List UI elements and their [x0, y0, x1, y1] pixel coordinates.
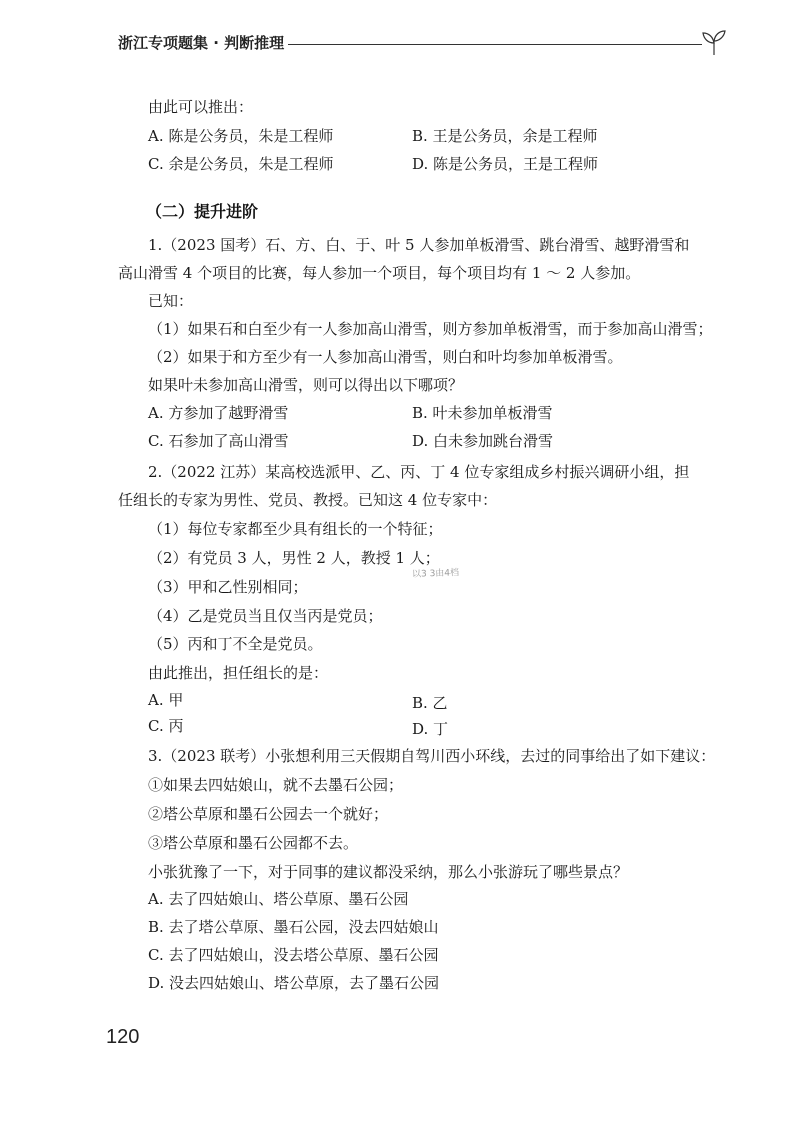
header-title: 浙江专项题集 · 判断推理 — [118, 34, 285, 52]
q2-cond1: （1）每位专家都至少具有组长的一个特征； — [148, 520, 443, 538]
q1-option-b: B. 叶未参加单板滑雪 — [412, 404, 553, 422]
q1-line1: 1.（2023 国考）石、方、白、于、叶 5 人参加单板滑雪、跳台滑雪、越野滑雪和 — [148, 236, 690, 254]
q3-statement-3: ③塔公草原和墨石公园都不去。 — [148, 834, 359, 852]
prev-question-stem: 由此可以推出： — [148, 98, 254, 116]
q2-cond2: （2）有党员 3 人，男性 2 人，教授 1 人； — [148, 549, 440, 567]
q3-option-b: B. 去了塔公草原、墨石公园，没去四姑娘山 — [148, 918, 439, 936]
q3-line1: 3.（2023 联考）小张想利用三天假期自驾川西小环线，去过的同事给出了如下建议： — [148, 747, 716, 765]
q1-cond1: （1）如果石和白至少有一人参加高山滑雪，则方参加单板滑雪，而于参加高山滑雪； — [148, 320, 713, 338]
page-number: 120 — [106, 1026, 140, 1048]
q2-option-c: C. 丙 — [148, 717, 184, 735]
prev-option-d: D. 陈是公务员，王是工程师 — [412, 155, 599, 173]
prev-option-b: B. 王是公务员，余是工程师 — [412, 127, 598, 145]
prev-option-a: A. 陈是公务员，朱是工程师 — [148, 127, 334, 145]
sprout-icon — [700, 30, 728, 56]
q2-cond5: （5）丙和丁不全是党员。 — [148, 635, 323, 653]
q1-known: 已知： — [148, 292, 194, 310]
q1-option-c: C. 石参加了高山滑雪 — [148, 432, 289, 450]
q2-line2: 任组长的专家为男性、党员、教授。已知这 4 位专家中： — [118, 491, 498, 509]
q2-option-b: B. 乙 — [412, 694, 448, 712]
q1-cond2: （2）如果于和方至少有一人参加高山滑雪，则白和叶均参加单板滑雪。 — [148, 348, 623, 366]
q1-ask: 如果叶未参加高山滑雪，则可以得出以下哪项？ — [148, 376, 464, 394]
q3-option-a: A. 去了四姑娘山、塔公草原、墨石公园 — [148, 890, 409, 908]
q3-statement-2: ②塔公草原和墨石公园去一个就好； — [148, 805, 389, 823]
q1-option-d: D. 白未参加跳台滑雪 — [412, 432, 554, 450]
q3-statement-1: ①如果去四姑娘山，就不去墨石公园； — [148, 776, 404, 794]
q2-line1: 2.（2022 江苏）某高校选派甲、乙、丙、丁 4 位专家组成乡村振兴调研小组，担 — [148, 463, 690, 481]
q1-option-a: A. 方参加了越野滑雪 — [148, 404, 289, 422]
handwritten-note: 以3 3由4档 — [411, 568, 460, 580]
page-header — [118, 30, 728, 58]
q2-cond3: （3）甲和乙性别相同； — [148, 578, 308, 596]
q1-line2: 高山滑雪 4 个项目的比赛，每人参加一个项目，每个项目均有 1 ～ 2 人参加。 — [118, 264, 641, 282]
q2-ask: 由此推出，担任组长的是： — [148, 664, 329, 682]
header-rule — [288, 44, 702, 45]
q2-option-a: A. 甲 — [148, 691, 184, 709]
q2-option-d: D. 丁 — [412, 720, 449, 738]
q3-option-c: C. 去了四姑娘山，没去塔公草原、墨石公园 — [148, 946, 439, 964]
q3-option-d: D. 没去四姑娘山、塔公草原，去了墨石公园 — [148, 974, 440, 992]
q2-cond4: （4）乙是党员当且仅当丙是党员； — [148, 607, 383, 625]
prev-option-c: C. 余是公务员，朱是工程师 — [148, 155, 334, 173]
q3-ask: 小张犹豫了一下，对于同事的建议都没采纳，那么小张游玩了哪些景点？ — [148, 863, 629, 881]
section-title: （二）提升进阶 — [146, 202, 259, 221]
